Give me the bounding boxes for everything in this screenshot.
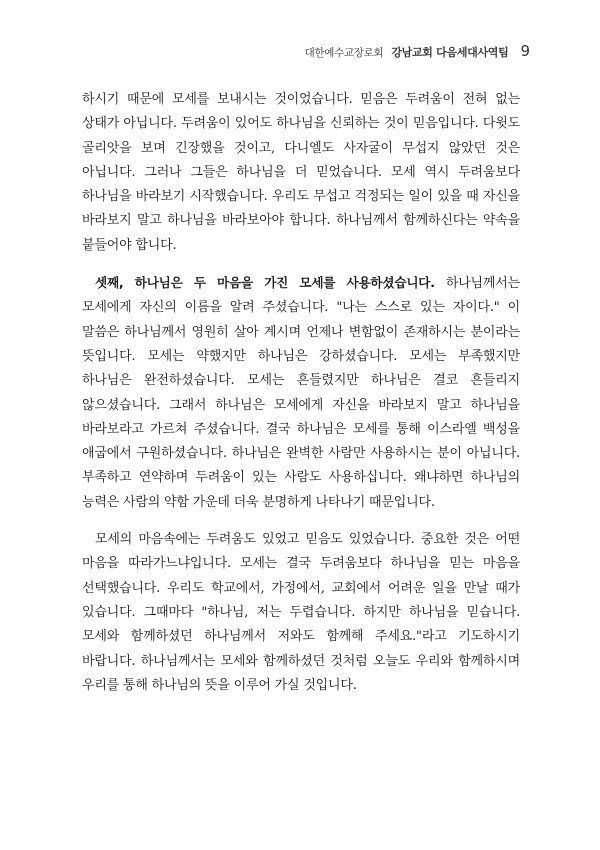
paragraph-2-text: 하나님께서는 모세에게 자신의 이름을 알려 주셨습니다. "나는 스스로 있는 자이다." 이 말씀은 하나님께서 영원히 살아 계시며 언제나 변함없이 존재하시는 분이라는 뜻입니다. 모세는 약했지만 하나님은 강하셨습니다. 모세는 부족했지만 하나님은 완전하셨습니다. 모세는 흔들렸지만 하나님은 결코 흔들리지 않으셨습니다. 그래서 하나님은 모세에게 자신을 바라보지 말고 하나님을 바라보라고 가르쳐 주셨습니다. 결국 하나님은 모세를 통해 이스라엘 백성을 애굽에서 구원하셨습니다. 하나님은 완벽한 사람만 사용하시는 분이 아닙니다. 부족하고 연약하며 두려움이 있는 사람도 사용하십니다. 왜냐하면 하나님의 능력은 사람의 약함 가운데 더욱 분명하게 나타나기 때문입니다. bbox=[82, 276, 520, 510]
header-ministry-team: 강남교회 다음세대사역팀 bbox=[391, 46, 509, 59]
paragraph-3: 모세의 마음속에는 두려움도 있었고 믿음도 있었습니다. 중요한 것은 어떤 마음을 따라가느냐입니다. 모세는 결국 두려움보다 하나님을 믿는 마음을 선택했습니다. 우리도 학교에서, 가정에서, 교회에서 어려운 일을 만날 때가 있습니다. 그때마다 "하나님, 저는 두렵습니다. 하지만 하나님을 믿습니다. 모세와 함께하셨던 하나님께서 저와도 함께해 주세요."라고 기도하시기 바랍니다. 하나님께서는 모세와 함께하셨던 것처럼 오늘도 우리와 함께하시며 우리를 통해 하나님의 뜻을 이루어 가실 것입니다. bbox=[82, 532, 520, 693]
page-number: 9 bbox=[520, 42, 530, 60]
header-organization: 대한예수교장로회 bbox=[304, 47, 384, 59]
section-heading-third-point: 셋째, 하나님은 두 마음을 가진 모세를 사용하셨습니다. bbox=[95, 275, 435, 291]
body-text bbox=[82, 88, 520, 711]
paragraph-1: 하시기 때문에 모세를 보내시는 것이었습니다. 믿음은 두려움이 전혀 없는 상태가 아닙니다. 두려움이 있어도 하나님을 신뢰하는 것이 믿음입니다. 다윗도 골리앗을 보며 긴장했을 것이고, 다니엘도 사자굴이 무섭지 않았던 것은 아닙니다. 그러나 그들은 하나님을 더 믿었습니다. 모세 역시 두려움보다 하나님을 바라보기 시작했습니다. 우리도 무섭고 걱정되는 일이 있을 때 자신을 바라보지 말고 하나님을 바라보아야 합니다. 하나님께서 함께하신다는 약속을 붙들어야 합니다. bbox=[82, 92, 520, 253]
paragraph-2 bbox=[82, 271, 520, 515]
running-header bbox=[305, 42, 530, 60]
